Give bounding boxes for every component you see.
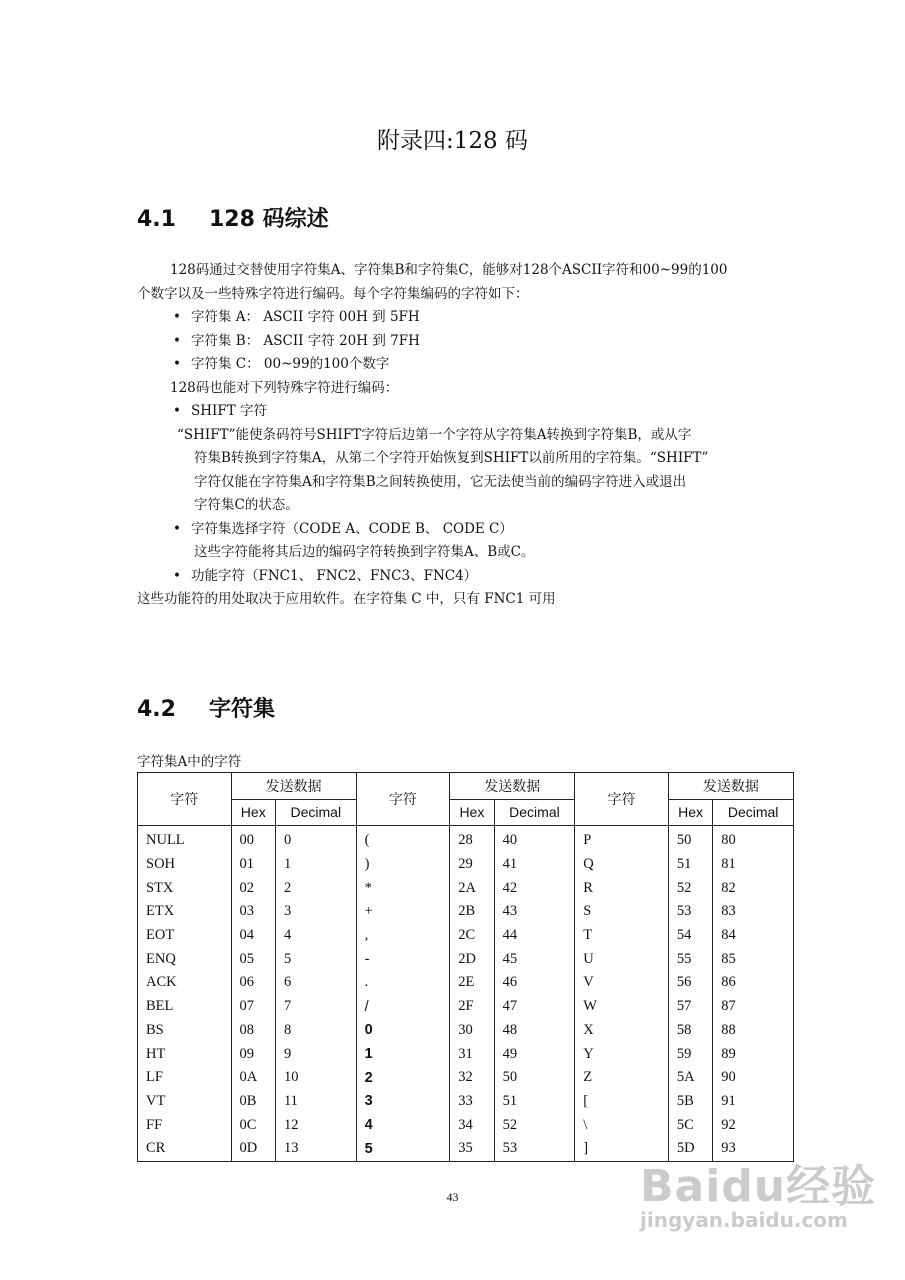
char-cell: ETX (138, 900, 232, 924)
section-heading-4-1 (137, 202, 329, 233)
special-intro: 128码也能对下列特殊字符进行编码： (170, 379, 399, 396)
table-body (138, 826, 794, 1162)
watermark-logo: Baidu经验 (640, 1161, 877, 1212)
hex-cell: 5D (668, 1137, 712, 1161)
hex-cell: 2D (450, 947, 494, 971)
overview-body (137, 259, 787, 612)
hex-cell: 31 (450, 1042, 494, 1066)
shift-desc-line-1: “SHIFT”能使条码符号SHIFT字符后边第一个字符从字符集A转换到字符集B，或从字 (177, 426, 692, 443)
decimal-cell: 86 (713, 971, 794, 995)
table-row (138, 1113, 794, 1137)
bullet-text: SHIFT 字符 (191, 403, 268, 419)
charset-a-table (137, 772, 794, 1162)
char-cell: S (575, 900, 669, 924)
char-cell: CR (138, 1137, 232, 1161)
hex-cell: 5B (668, 1090, 712, 1114)
table-row (138, 1090, 794, 1114)
decimal-cell: 83 (713, 900, 794, 924)
char-cell: BEL (138, 995, 232, 1019)
decimal-cell: 88 (713, 1019, 794, 1043)
hex-cell: 32 (450, 1066, 494, 1090)
decimal-cell: 1 (275, 853, 356, 877)
shift-desc-line-4: 字符集C的状态。 (194, 497, 299, 513)
hex-cell: 5C (668, 1113, 712, 1137)
hex-cell: 51 (668, 853, 712, 877)
hex-cell: 01 (231, 853, 275, 877)
char-cell: + (356, 900, 450, 924)
char-cell: V (575, 971, 669, 995)
char-cell: 5 (356, 1137, 450, 1161)
decimal-cell: 80 (713, 826, 794, 853)
char-cell: VT (138, 1090, 232, 1114)
decimal-cell: 10 (275, 1066, 356, 1090)
hex-cell: 00 (231, 826, 275, 853)
hex-cell: 34 (450, 1113, 494, 1137)
char-cell: [ (575, 1090, 669, 1114)
char-cell: STX (138, 876, 232, 900)
hex-cell: 56 (668, 971, 712, 995)
hex-cell: 5A (668, 1066, 712, 1090)
baidu-jingyan-watermark (640, 1150, 880, 1250)
char-cell: , (356, 924, 450, 948)
decimal-cell: 0 (275, 826, 356, 853)
header-hex: Hex (231, 799, 275, 826)
char-cell: BS (138, 1019, 232, 1043)
hex-cell: 0A (231, 1066, 275, 1090)
char-cell: R (575, 876, 669, 900)
decimal-cell: 4 (275, 924, 356, 948)
header-decimal: Decimal (713, 799, 794, 826)
header-send-data: 发送数据 (450, 773, 575, 800)
decimal-cell: 43 (494, 900, 575, 924)
char-cell: NULL (138, 826, 232, 853)
char-cell: SOH (138, 853, 232, 877)
header-send-data: 发送数据 (668, 773, 793, 800)
bullet-text: 字符集选择字符（CODE A、CODE B、 CODE C） (191, 520, 513, 537)
header-char: 字符 (356, 773, 450, 826)
hex-cell: 03 (231, 900, 275, 924)
page-number: 43 (446, 1190, 459, 1204)
char-cell: . (356, 971, 450, 995)
char-cell: HT (138, 1042, 232, 1066)
char-cell: ENQ (138, 947, 232, 971)
decimal-cell: 2 (275, 876, 356, 900)
header-decimal: Decimal (494, 799, 575, 826)
decimal-cell: 44 (494, 924, 575, 948)
decimal-cell: 81 (713, 853, 794, 877)
table-row (138, 876, 794, 900)
decimal-cell: 87 (713, 995, 794, 1019)
decimal-cell: 47 (494, 995, 575, 1019)
decimal-cell: 84 (713, 924, 794, 948)
decimal-cell: 7 (275, 995, 356, 1019)
char-cell: LF (138, 1066, 232, 1090)
bullet-charset-b (137, 330, 787, 354)
header-char: 字符 (138, 773, 232, 826)
decimal-cell: 82 (713, 876, 794, 900)
table-row (138, 826, 794, 853)
hex-cell: 50 (668, 826, 712, 853)
decimal-cell: 52 (494, 1113, 575, 1137)
hex-cell: 52 (668, 876, 712, 900)
fnc-desc: 这些功能符的用处取决于应用软件。在字符集 C 中，只有 FNC1 可用 (137, 591, 556, 607)
hex-cell: 30 (450, 1019, 494, 1043)
char-cell: * (356, 876, 450, 900)
decimal-cell: 89 (713, 1042, 794, 1066)
bullet-text: 字符集 C： 00~99的100个数字 (191, 356, 390, 372)
hex-cell: 29 (450, 853, 494, 877)
table-row (138, 971, 794, 995)
decimal-cell: 50 (494, 1066, 575, 1090)
char-cell: Z (575, 1066, 669, 1090)
table-row (138, 1042, 794, 1066)
char-cell: 4 (356, 1113, 450, 1137)
header-send-data: 发送数据 (231, 773, 356, 800)
char-cell: - (356, 947, 450, 971)
hex-cell: 2A (450, 876, 494, 900)
char-cell: ACK (138, 971, 232, 995)
decimal-cell: 5 (275, 947, 356, 971)
decimal-cell: 42 (494, 876, 575, 900)
bullet-charset-a (137, 306, 787, 330)
decimal-cell: 6 (275, 971, 356, 995)
bullet-code-select (137, 518, 787, 542)
char-cell: X (575, 1019, 669, 1043)
hex-cell: 04 (231, 924, 275, 948)
char-cell: 0 (356, 1019, 450, 1043)
char-cell: ] (575, 1137, 669, 1161)
table-row (138, 1019, 794, 1043)
hex-cell: 02 (231, 876, 275, 900)
bullet-text: 字符集 B： ASCII 字符 20H 到 7FH (191, 332, 420, 349)
header-hex: Hex (668, 799, 712, 826)
decimal-cell: 92 (713, 1113, 794, 1137)
table-row (138, 900, 794, 924)
char-cell: \ (575, 1113, 669, 1137)
watermark-url: jingyan.baidu.com (640, 1208, 848, 1232)
char-cell: W (575, 995, 669, 1019)
intro-line-1: 128码通过交替使用字符集A、字符集B和字符集C，能够对128个ASCII字符和00~99的100 (170, 262, 728, 278)
decimal-cell: 85 (713, 947, 794, 971)
char-cell: FF (138, 1113, 232, 1137)
table-row (138, 1066, 794, 1090)
shift-desc-line-3: 字符仅能在字符集A和字符集B之间转换使用，它无法使当前的编码字符进入或退出 (194, 473, 687, 490)
hex-cell: 05 (231, 947, 275, 971)
decimal-cell: 53 (494, 1137, 575, 1161)
decimal-cell: 12 (275, 1113, 356, 1137)
decimal-cell: 93 (713, 1137, 794, 1161)
table-row (138, 924, 794, 948)
bullet-text: 字符集 A： ASCII 字符 00H 到 5FH (191, 309, 420, 325)
hex-cell: 0C (231, 1113, 275, 1137)
char-cell: U (575, 947, 669, 971)
hex-cell: 54 (668, 924, 712, 948)
section-number: 4.2 (137, 697, 176, 722)
decimal-cell: 40 (494, 826, 575, 853)
hex-cell: 57 (668, 995, 712, 1019)
hex-cell: 2C (450, 924, 494, 948)
hex-cell: 2E (450, 971, 494, 995)
decimal-cell: 8 (275, 1019, 356, 1043)
hex-cell: 59 (668, 1042, 712, 1066)
hex-cell: 58 (668, 1019, 712, 1043)
section-heading-4-2 (137, 692, 275, 723)
char-cell: ( (356, 826, 450, 853)
decimal-cell: 13 (275, 1137, 356, 1161)
bullet-fnc (137, 565, 787, 589)
decimal-cell: 46 (494, 971, 575, 995)
decimal-cell: 11 (275, 1090, 356, 1114)
decimal-cell: 49 (494, 1042, 575, 1066)
header-hex: Hex (450, 799, 494, 826)
table-row (138, 853, 794, 877)
hex-cell: 28 (450, 826, 494, 853)
section-title: 128 码综述 (209, 207, 329, 232)
char-cell: Y (575, 1042, 669, 1066)
decimal-cell: 48 (494, 1019, 575, 1043)
char-cell: ) (356, 853, 450, 877)
hex-cell: 2B (450, 900, 494, 924)
hex-cell: 33 (450, 1090, 494, 1114)
bullet-charset-c (137, 353, 787, 377)
hex-cell: 07 (231, 995, 275, 1019)
hex-cell: 06 (231, 971, 275, 995)
hex-cell: 55 (668, 947, 712, 971)
decimal-cell: 90 (713, 1066, 794, 1090)
code-desc: 这些字符能将其后边的编码字符转换到字符集A、B或C。 (194, 544, 535, 560)
section-number: 4.1 (137, 207, 176, 232)
decimal-cell: 51 (494, 1090, 575, 1114)
intro-line-2: 个数字以及一些特殊字符进行编码。每个字符集编码的字符如下： (137, 285, 529, 302)
decimal-cell: 3 (275, 900, 356, 924)
section-title: 字符集 (209, 697, 276, 722)
bullet-shift (137, 400, 787, 424)
char-cell: P (575, 826, 669, 853)
char-cell: / (356, 995, 450, 1019)
header-char: 字符 (575, 773, 669, 826)
decimal-cell: 45 (494, 947, 575, 971)
table-row (138, 995, 794, 1019)
char-cell: 1 (356, 1042, 450, 1066)
decimal-cell: 9 (275, 1042, 356, 1066)
table-caption: 字符集A中的字符 (137, 754, 242, 770)
page-title: 附录四:128 码 (377, 128, 528, 154)
bullet-text: 功能字符（FNC1、 FNC2、FNC3、FNC4） (191, 567, 478, 584)
hex-cell: 35 (450, 1137, 494, 1161)
char-cell: 2 (356, 1066, 450, 1090)
decimal-cell: 41 (494, 853, 575, 877)
hex-cell: 08 (231, 1019, 275, 1043)
table-row (138, 947, 794, 971)
hex-cell: 0D (231, 1137, 275, 1161)
char-cell: T (575, 924, 669, 948)
shift-desc-line-2: 符集B转换到字符集A，从第二个字符开始恢复到SHIFT以前所用的字符集。“SHIFT” (194, 450, 709, 466)
char-cell: Q (575, 853, 669, 877)
hex-cell: 2F (450, 995, 494, 1019)
hex-cell: 0B (231, 1090, 275, 1114)
char-cell: EOT (138, 924, 232, 948)
header-decimal: Decimal (275, 799, 356, 826)
decimal-cell: 91 (713, 1090, 794, 1114)
char-cell: 3 (356, 1090, 450, 1114)
hex-cell: 09 (231, 1042, 275, 1066)
hex-cell: 53 (668, 900, 712, 924)
